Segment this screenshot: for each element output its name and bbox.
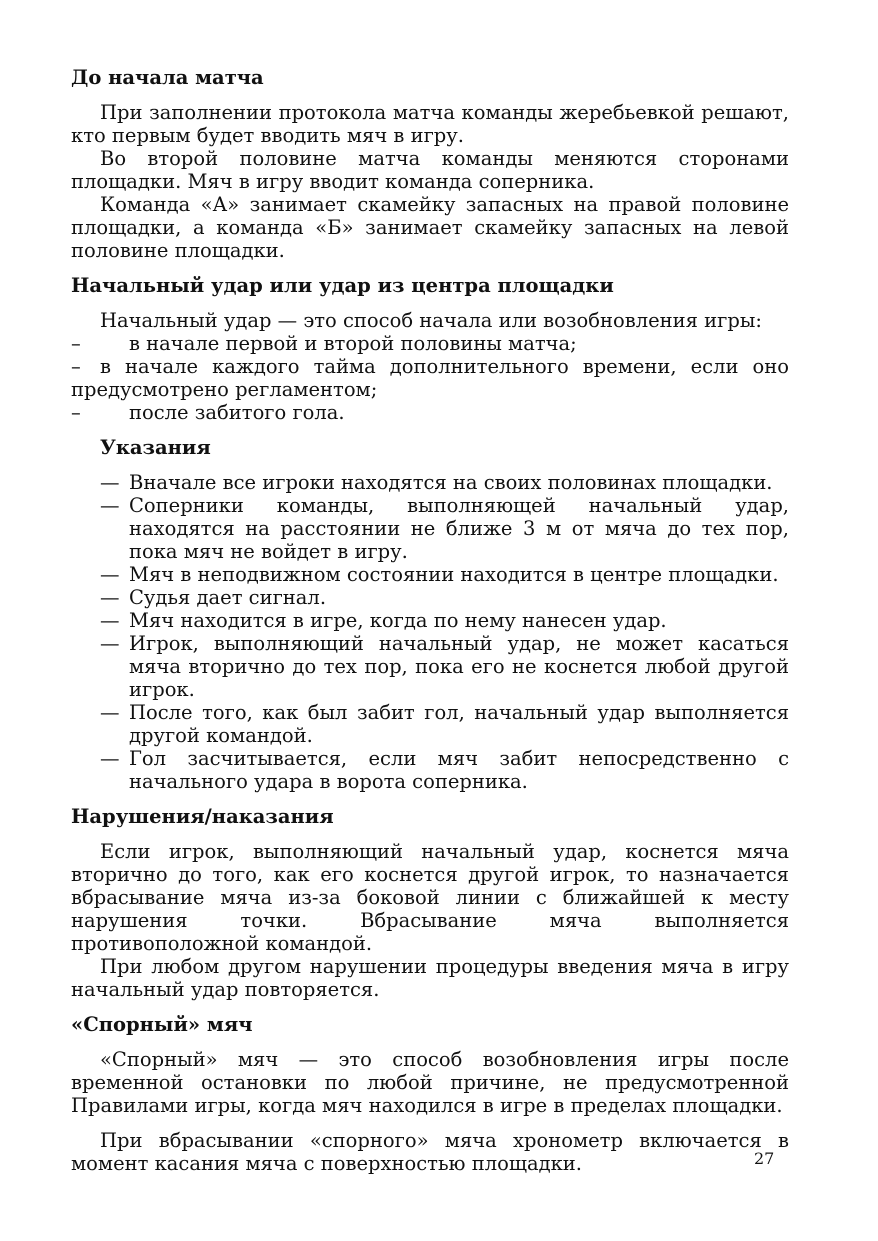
list-item-text: Игрок, выполняющий начальный удар, не может касаться мяча вторично до тех пор, пока его не коснется любой другой игрок. <box>129 632 789 701</box>
list-item <box>71 494 789 563</box>
em-dash-marker: — <box>100 471 120 494</box>
list-item-text: Гол засчитывается, если мяч забит непосредственно с начального удара в ворота соперника. <box>129 747 789 793</box>
em-dash-marker: — <box>100 563 120 586</box>
em-dash-marker: — <box>100 609 120 632</box>
section-heading-drop-ball: «Спорный» мяч <box>71 1013 253 1036</box>
em-dash-marker: — <box>100 701 120 724</box>
list-item-text: в начале первой и второй половины матча; <box>129 332 577 355</box>
em-dash-marker: — <box>100 494 120 517</box>
list-item <box>71 401 789 424</box>
list-item-text: Вначале все игроки находятся на своих половинах площадки. <box>129 471 773 494</box>
list-item <box>71 701 789 747</box>
dash-marker: – <box>71 355 81 378</box>
list-item <box>71 355 789 401</box>
page-number: 27 <box>754 1149 775 1168</box>
paragraph: Команда «А» занимает скамейку запасных на правой половине площадки, а команда «Б» занимает скамейку запасных на левой половине площадки. <box>71 193 789 262</box>
list-item <box>71 563 789 586</box>
em-dash-marker: — <box>100 632 120 655</box>
dash-marker: – <box>71 401 81 424</box>
list-item-text: После того, как был забит гол, начальный удар выполняется другой командой. <box>129 701 789 747</box>
document-page <box>71 66 789 1175</box>
em-dash-marker: — <box>100 586 120 609</box>
section-heading-instructions: Указания <box>100 436 211 459</box>
list-item <box>71 332 789 355</box>
list-item-text: Мяч в неподвижном состоянии находится в центре площадки. <box>129 563 779 586</box>
list-item <box>71 747 789 793</box>
list-item-text: Мяч находится в игре, когда по нему нанесен удар. <box>129 609 667 632</box>
paragraph: Если игрок, выполняющий начальный удар, коснется мяча вторично до того, как его коснется другой игрок, то назначается вбрасывание мяча из-за боковой линии с ближайшей к месту нарушения точки. Вбрасывание мяча выполняется противоположной командой. <box>71 840 789 955</box>
dash-marker: – <box>71 332 81 355</box>
paragraph: При вбрасывании «спорного» мяча хронометр включается в момент касания мяча с поверхностью площадки. <box>71 1129 789 1175</box>
section-heading-before-match: До начала матча <box>71 66 264 89</box>
paragraph: При любом другом нарушении процедуры введения мяча в игру начальный удар повторяется. <box>71 955 789 1001</box>
list-item-text: в начале каждого тайма дополнительного времени, если оно предусмотрено регламентом; <box>71 355 789 401</box>
section-heading-kickoff: Начальный удар или удар из центра площадки <box>71 274 614 297</box>
list-item <box>71 471 789 494</box>
paragraph: При заполнении протокола матча команды жеребьевкой решают, кто первым будет вводить мяч в игру. <box>71 101 789 147</box>
list-item <box>71 586 789 609</box>
paragraph: «Спорный» мяч — это способ возобновления игры после временной остановки по любой причине, не предусмотренной Правилами игры, когда мяч находился в игре в пределах площадки. <box>71 1048 789 1117</box>
list-item <box>71 632 789 701</box>
list-item-text: Соперники команды, выполняющей начальный удар, находятся на расстоянии не ближе 3 м от мяча до тех пор, пока мяч не войдет в игру. <box>129 494 789 563</box>
section-heading-violations: Нарушения/наказания <box>71 805 334 828</box>
paragraph: Во второй половине матча команды меняются сторонами площадки. Мяч в игру вводит команда соперника. <box>71 147 789 193</box>
paragraph: Начальный удар — это способ начала или возобновления игры: <box>100 309 762 332</box>
list-item-text: после забитого гола. <box>129 401 345 424</box>
list-item <box>71 609 789 632</box>
em-dash-marker: — <box>100 747 120 770</box>
list-item-text: Судья дает сигнал. <box>129 586 327 609</box>
